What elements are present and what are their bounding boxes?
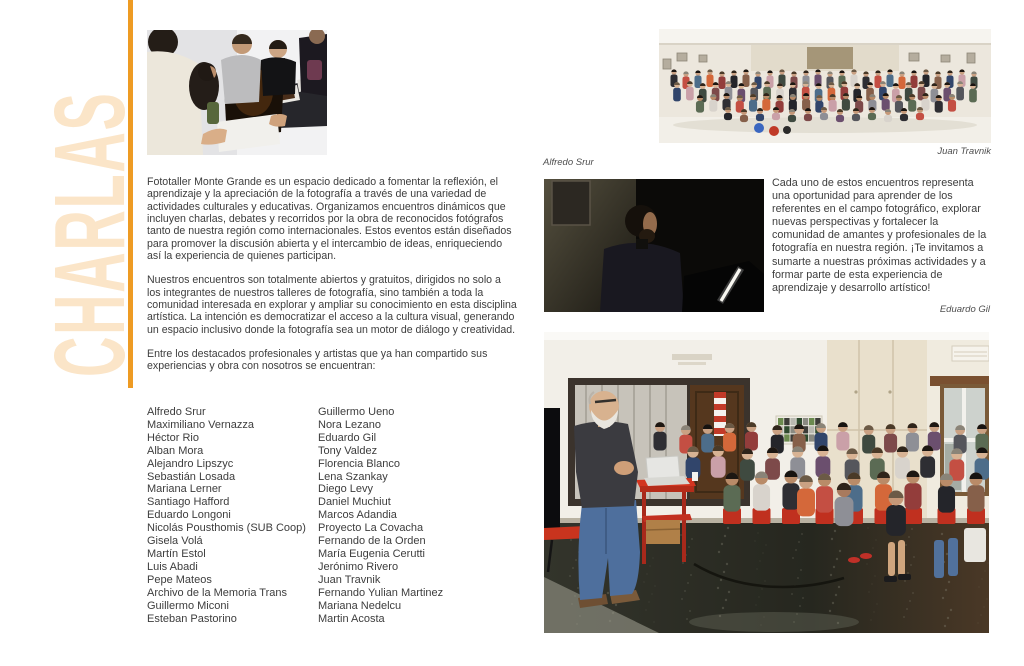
guest-name: Mariana Lerner [147,483,222,496]
guest-name: Nora Lezano [318,418,381,431]
paragraph: Entre los destacados profesionales y artistas que ya han compartido sus experiencias y obra con nosotros se encuentran: [147,348,488,373]
guest-name: Archivo de la Memoria Trans [147,586,287,599]
guest-name: Guillermo Miconi [147,599,229,612]
photo-dark-portrait [544,179,764,312]
photo-print-viewing [147,30,327,155]
guest-name: Esteban Pastorino [147,612,237,625]
guest-name: Florencia Blanco [318,457,400,470]
guest-name: Eduardo Longoni [147,509,231,522]
guest-name: Sebastián Losada [147,470,236,483]
guest-name: Gisela Volá [147,535,203,548]
guest-name: Pepe Mateos [147,573,212,586]
guest-name: Eduardo Gil [318,431,377,444]
guest-name: Luis Abadi [147,560,198,573]
guest-name: Alban Mora [147,444,204,457]
guest-name: Maximiliano Vernazza [147,418,254,431]
guest-name: Jerónimo Rivero [318,560,399,573]
guest-name: Fernando de la Orden [318,535,426,548]
guest-names-column-2 [318,406,508,625]
guest-name: Alejandro Lipszyc [147,457,234,470]
photo-talk-audience [544,332,989,633]
paragraph: Fototaller Monte Grande es un espacio dedicado a fomentar la reflexión, el aprendizaje y la apreciación de la fotografía a través de una variedad de actividades culturales y educativas. Organizamos encuentros dinámicos que incluyen charlas, debates y recorridos por la obra de reconocidos fotógrafos tanto de nuestra región como internacionales. Estos eventos están diseñados para promover la discusión abierta y el intercambio de ideas, enriqueciendo así la experiencia de quienes participan. [147,176,512,263]
guest-name: Héctor Rio [147,431,199,444]
guest-name: Santiago Hafford [147,496,230,509]
guest-name: Lena Szankay [318,470,388,483]
section-title-vertical: CHARLAS [34,91,146,377]
closing-paragraph: Cada uno de estos encuentros representa una oportunidad para aprender de los referentes en el campo fotográfico, explorar nuevas perspectivas y fortalecer la comunidad de amantes y profesionales de la fotografía en nuestra región. ¡Te invitamos a sumarte a nuestras próximas actividades y a formar parte de esta experiencia de aprendizaje y desarrollo artístico! [772,177,987,294]
photo-credit-eduardo-gil: Eduardo Gil [939,304,990,315]
guest-name: Nicolás Pousthomis (SUB Coop) [147,522,306,535]
guest-name: Proyecto La Covacha [318,522,424,535]
photo-credit-juan-travnik: Juan Travnik [937,146,991,157]
guest-names-column-1 [147,406,315,625]
guest-name: Guillermo Ueno [318,406,395,418]
photo-credit-alfredo-srur: Alfredo Srur [543,157,594,168]
guest-name: María Eugenia Cerutti [318,547,425,560]
guest-name: Alfredo Srur [147,406,206,418]
guest-name: Martín Estol [147,547,206,560]
guest-name: Daniel Muchiut [318,496,391,509]
intro-paragraphs [147,176,517,385]
paragraph: Nuestros encuentros son totalmente abiertos y gratuitos, dirigidos no solo a los integrantes de nuestros talleres de fotografía, sino también a toda la comunidad interesada en explorar y ampliar su conocimiento en esta disciplina artística. La intención es democratizar el acceso a la cultura visual, generando un espacio inclusivo donde la fotografía sea un motor de diálogo y creatividad. [147,274,517,336]
photo-group-portrait [659,29,991,143]
guest-name: Diego Levy [318,483,374,496]
guest-name: Tony Valdez [318,444,378,457]
guest-name: Mariana Nedelcu [318,599,402,612]
guest-name: Fernando Yulian Martinez [318,586,444,599]
guest-name: Juan Travnik [318,573,381,586]
guest-name: Marcos Adandia [318,509,397,522]
guest-name: Martin Acosta [318,612,385,625]
